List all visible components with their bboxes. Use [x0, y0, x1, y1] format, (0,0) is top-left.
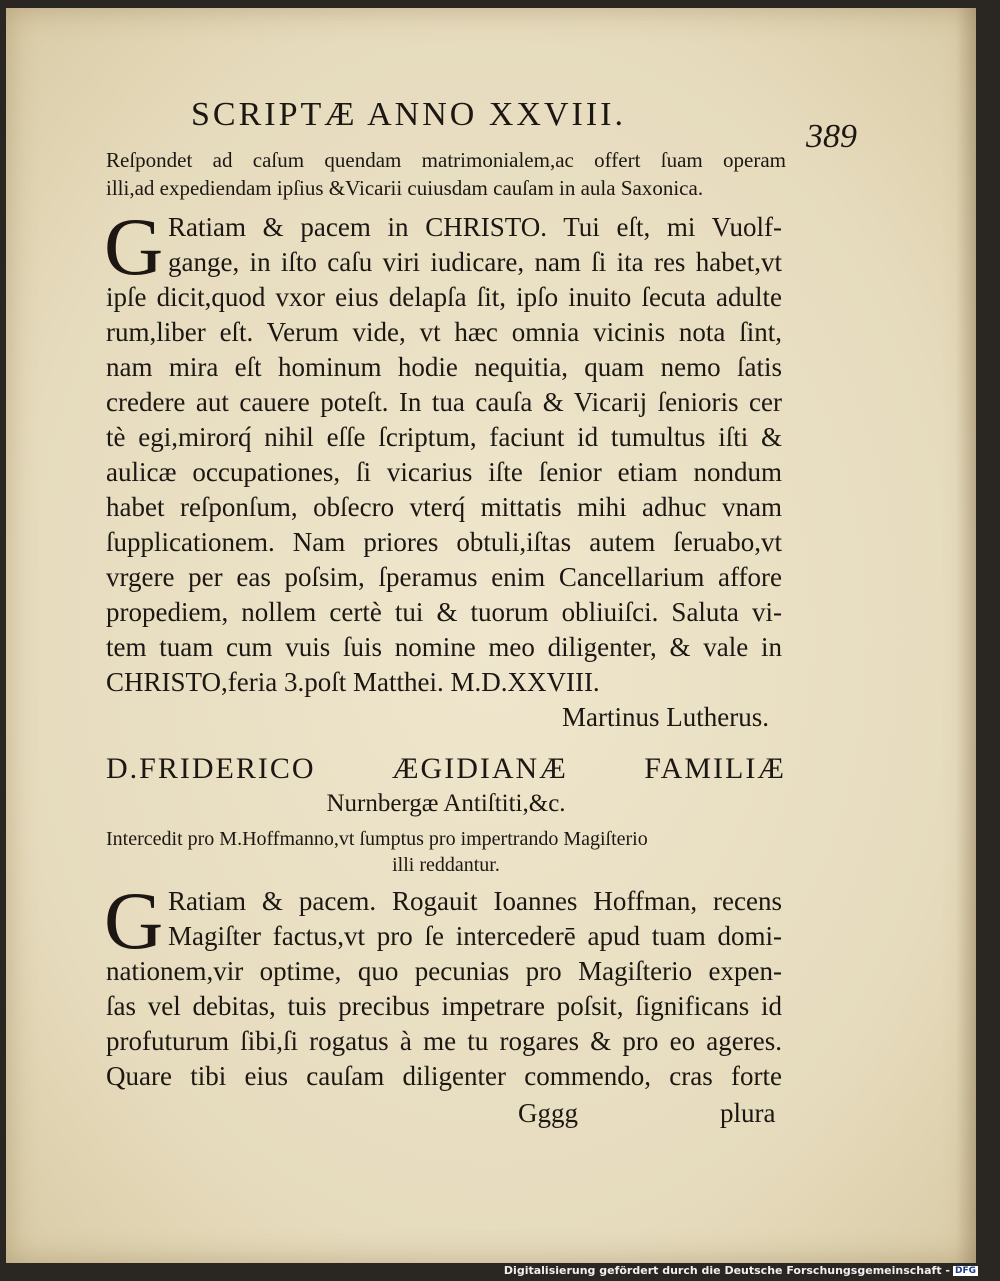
- letter2-line: ſas vel debitas, tuis precibus impetrare poſsit, ſignificans id: [106, 991, 782, 1021]
- letter2-summary-line: illi reddantur.: [392, 854, 500, 876]
- letter2-drop-cap: G: [104, 875, 164, 966]
- letter1-line: Ratiam & pacem in CHRISTO. Tui eſt, mi Vuolf-: [168, 212, 782, 242]
- dfg-logo: DFG: [954, 1266, 976, 1276]
- running-head: SCRIPTÆ ANNO XXVIII.: [191, 96, 626, 133]
- letter2-line: Ratiam & pacem. Rogauit Ioannes Hoffman, recens: [168, 886, 782, 916]
- letter1-line: nam mira eſt hominum hodie nequitia, quam nemo ſatis: [106, 352, 782, 382]
- letter2-summary-line: Intercedit pro M.Hoffmanno,vt ſumptus pro impertrando Magiſterio: [106, 828, 648, 850]
- letter1-line: ipſe dicit,quod vxor eius delapſa ſit, ipſo inuito ſecuta adulte: [106, 282, 782, 312]
- letter1-line: rum,liber eſt. Verum vide, vt hæc omnia vicinis nota ſint,: [106, 317, 782, 347]
- signature-mark: Gggg: [518, 1098, 578, 1128]
- page-number: 389: [806, 118, 857, 155]
- letter2-subheading: Nurnbergæ Antiſtiti,&c.: [326, 790, 566, 817]
- signature: Martinus Lutherus.: [562, 702, 769, 732]
- letter1-summary-line: illi,ad expediendam ipſius &Vicarii cuiusdam cauſam in aula Saxonica.: [106, 176, 704, 200]
- letter1-summary-line: Reſpondet ad caſum quendam matrimonialem,ac offert ſuam operam: [106, 148, 786, 172]
- digitization-footer: [504, 1264, 978, 1277]
- letter2-line: profuturum ſibi,ſi rogatus à me tu rogares & pro eo ageres.: [106, 1026, 782, 1056]
- letter1-line: propediem, nollem certè tui & tuorum obliuiſci. Saluta vi-: [106, 597, 782, 627]
- letter2-line: Magiſter factus,vt pro ſe intercederē apud tuam domi-: [168, 921, 782, 951]
- letter2-line: nationem,vir optime, quo pecunias pro Magiſterio expen-: [106, 956, 782, 986]
- letter1-line: aulicæ occupationes, ſi vicarius iſte ſenior etiam nondum: [106, 457, 782, 487]
- letter1-line: gange, in iſto caſu viri iudicare, nam ſi ita res habet,vt: [168, 247, 782, 277]
- letter2-line: Quare tibi eius cauſam diligenter commendo, cras forte: [106, 1061, 782, 1091]
- letter1-line: vrgere per eas poſsim, ſperamus enim Cancellarium affore: [106, 562, 782, 592]
- letter1-line: ſupplicationem. Nam priores obtuli,iſtas autem ſeruabo,vt: [106, 527, 782, 557]
- letter1-line: tè egi,mirorq́ nihil eſſe ſcriptum, faciunt id tumultus iſti &: [106, 422, 782, 452]
- footer-text: Digitalisierung gefördert durch die Deutsche Forschungsgemeinschaft -: [503, 1264, 950, 1277]
- book-page: [6, 8, 976, 1263]
- letter1-line: CHRISTO,feria 3.poſt Matthei. M.D.XXVIII.: [106, 667, 600, 697]
- catchword: plura: [720, 1098, 776, 1128]
- letter1-line: habet reſponſum, obſecro vterq́ mittatis mihi adhuc vnam: [106, 492, 782, 522]
- letter1-drop-cap: G: [104, 201, 164, 292]
- letter1-line: tem tuam cum vuis ſuis nomine meo diligenter, & vale in: [106, 632, 782, 662]
- letter2-heading: D.FRIDERICO ÆGIDIANÆ FAMILIÆ: [106, 752, 786, 785]
- letter1-line: credere aut cauere poteſt. In tua cauſa & Vicarij ſenioris cer: [106, 387, 782, 417]
